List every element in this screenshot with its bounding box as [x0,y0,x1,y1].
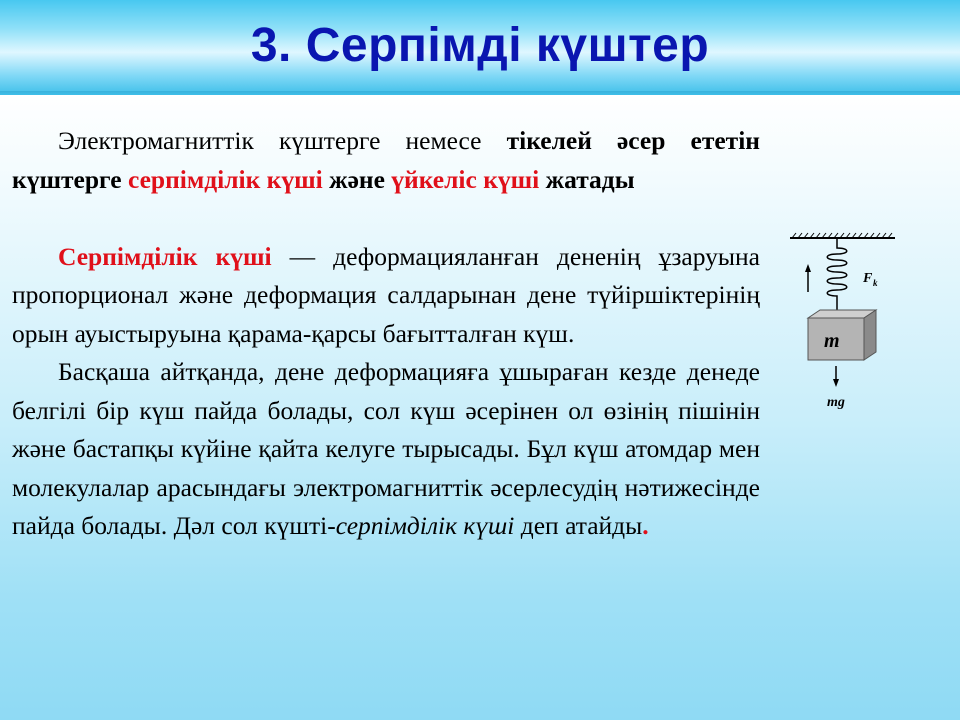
explanation-italic-term: серпімділік күші [335,511,515,540]
friction-force-term: үйкеліс күші [391,164,540,194]
intro-text: Электромагниттік күштерге немесе [58,126,507,155]
explanation-end-text: деп атайды [514,511,643,540]
intro-and-text: және [322,164,392,194]
weight-arrow-head-icon [833,379,839,387]
paragraph-intro [12,122,760,199]
weight-label: mg [827,395,845,410]
elastic-force-term: серпімділік күші [127,164,323,194]
force-label: F [863,271,873,286]
slide-content [12,122,760,546]
definition-text: — деформацияланған дененің ұзаруына пропорционал және деформация салдарынан дене түйіршіктерінің орын ауыстыруына қарама-қарсы бағытталған күш. [12,241,760,348]
definition-term: Серпімділік күші [58,241,272,271]
title-band [0,0,960,95]
intro-bold-text: тікелей әсер ететін күштерге [12,126,760,194]
explanation-text: Басқаша айтқанда, дене деформацияға ұшыраған кезде денеде белгілі бір күш пайда болады, сол күш әсерінен ол өзінің пішінін және бастапқы күйіне қайта келуге тырысады. Бұл күш атомдар мен молекулалар арасындағы электромагниттік әсерлесудің нәтижесінде пайда болады. Дәл сол күшті- [12,357,760,540]
paragraph-explanation [12,353,760,546]
spring-mass-diagram [780,230,900,420]
slide-title: 3. Серпімді күштер [250,19,710,72]
paragraph-definition [12,238,760,354]
block-side-face [864,310,876,360]
force-arrow-head-icon [805,264,811,272]
explanation-period: . [642,511,649,540]
spring-icon [827,238,847,312]
mass-label: m [824,330,840,352]
intro-end-text: жатады [539,164,635,194]
force-subscript: k [873,278,878,288]
paragraph-gap [12,199,760,238]
